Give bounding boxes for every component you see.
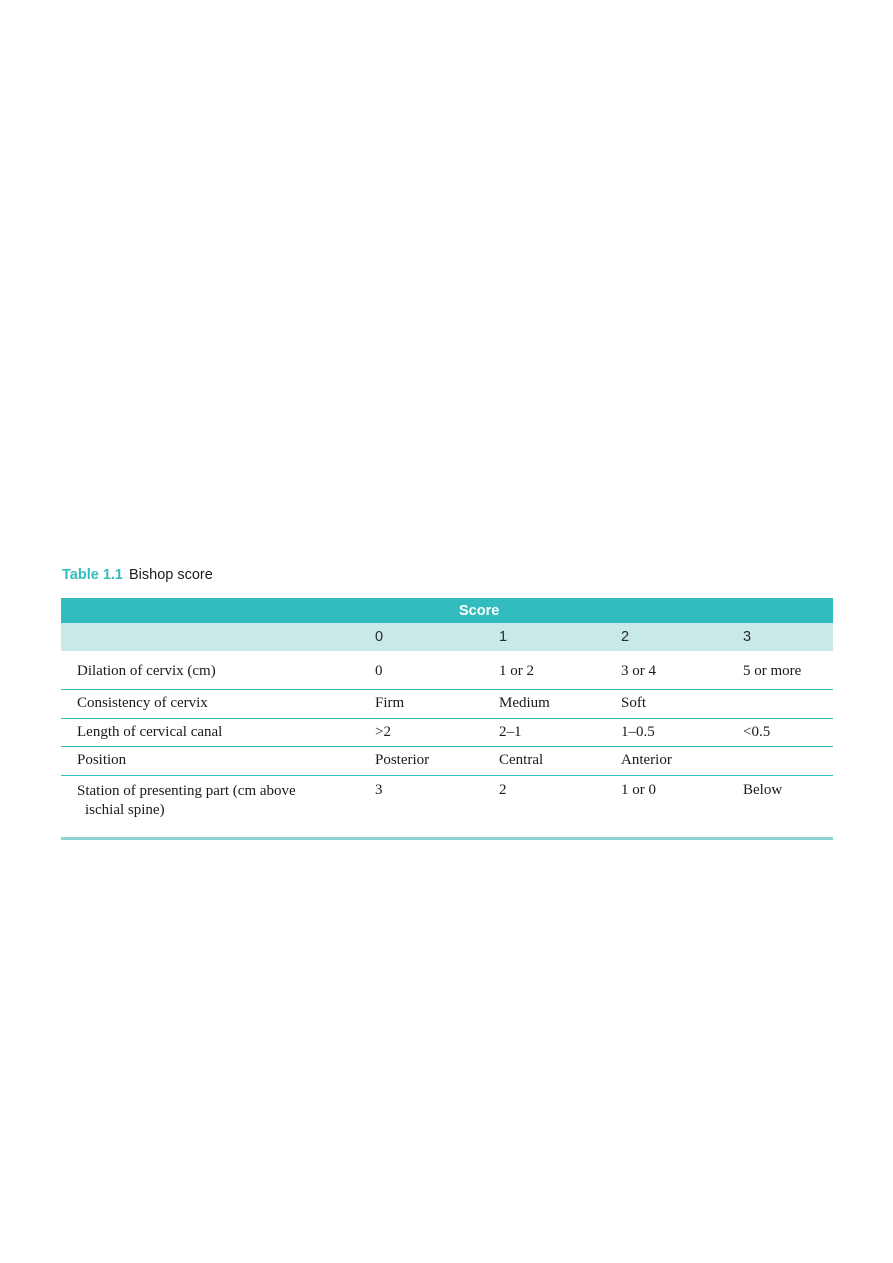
cell-value: 1 or 2 — [484, 651, 606, 690]
cell-value: Soft — [606, 690, 728, 719]
table-row — [61, 747, 833, 776]
cell-value: Central — [484, 747, 606, 776]
cell-value: 2–1 — [484, 718, 606, 747]
table-row — [61, 690, 833, 719]
table-row — [61, 775, 833, 838]
table-caption — [62, 567, 213, 583]
row-label: Consistency of cervix — [61, 690, 360, 719]
table-row — [61, 718, 833, 747]
score-column-1: 1 — [484, 623, 606, 651]
cell-value — [728, 690, 833, 719]
table-row — [61, 651, 833, 690]
row-label: Position — [61, 747, 360, 776]
header-empty-cell — [61, 598, 360, 623]
score-values-row — [61, 623, 833, 651]
table-number: Table 1.1 — [62, 567, 123, 583]
cell-value: >2 — [360, 718, 484, 747]
bishop-score-table — [61, 598, 833, 840]
cell-value: 0 — [360, 651, 484, 690]
cell-value: Posterior — [360, 747, 484, 776]
cell-value — [728, 747, 833, 776]
score-column-0: 0 — [360, 623, 484, 651]
row-label: Dilation of cervix (cm) — [61, 651, 360, 690]
cell-value: 1 or 0 — [606, 775, 728, 838]
row-label-line-2: ischial spine) — [85, 801, 165, 818]
cell-value: <0.5 — [728, 718, 833, 747]
score-header-row — [61, 598, 833, 623]
cell-value: Below — [728, 775, 833, 838]
cell-value: 3 — [360, 775, 484, 838]
row-label — [61, 775, 360, 838]
row-label: Length of cervical canal — [61, 718, 360, 747]
cell-value: 3 or 4 — [606, 651, 728, 690]
cell-value: 2 — [484, 775, 606, 838]
score-column-3: 3 — [728, 623, 833, 651]
score-group-header: Score — [360, 598, 833, 623]
cell-value: 5 or more — [728, 651, 833, 690]
score-column-2: 2 — [606, 623, 728, 651]
cell-value: Medium — [484, 690, 606, 719]
cell-value: Anterior — [606, 747, 728, 776]
table-title: Bishop score — [128, 567, 213, 583]
cell-value: 1–0.5 — [606, 718, 728, 747]
cell-value: Firm — [360, 690, 484, 719]
subheader-empty-cell — [61, 623, 360, 651]
row-label-line-1: Station of presenting part (cm above — [77, 782, 296, 799]
